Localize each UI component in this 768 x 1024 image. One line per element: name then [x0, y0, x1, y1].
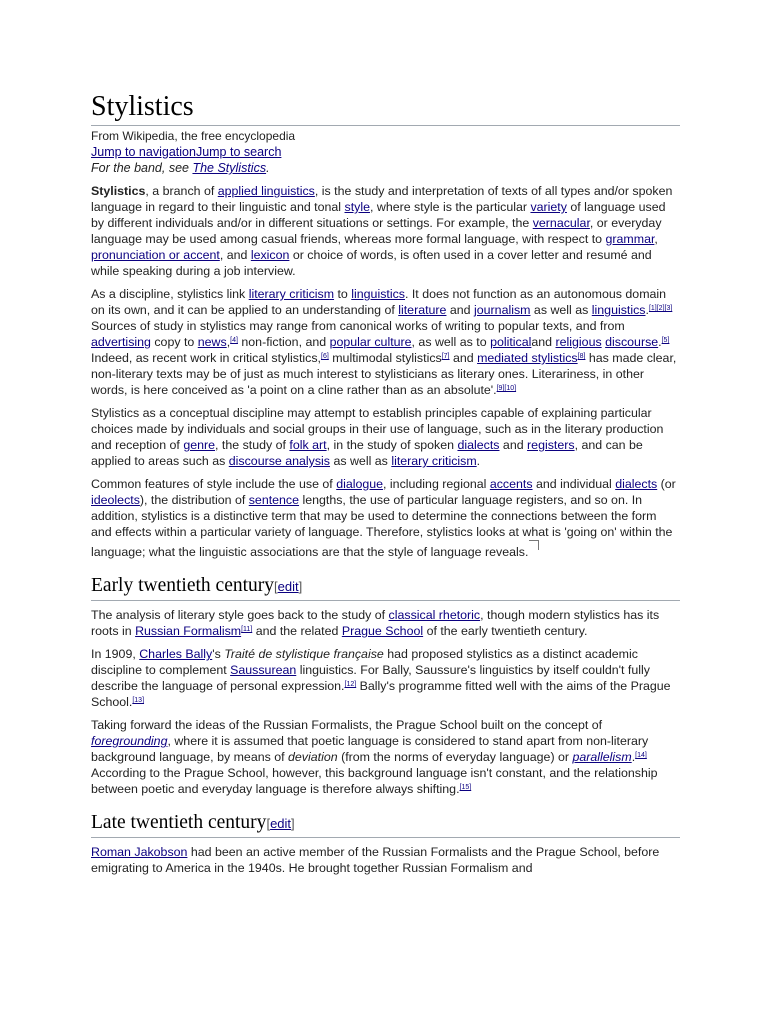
link-linguistics[interactable]: linguistics [351, 287, 405, 301]
paragraph-early-2 [91, 646, 680, 710]
citation-ref[interactable]: [1][2][3] [648, 305, 673, 312]
text: copy to [150, 335, 198, 349]
text: . [476, 454, 481, 468]
text: has made clear, non-literary texts may be of just as much interest to stylisticians as literary ones. Literariness, in other words, is here conceived as 'a point on a cline rather than as an absolute'. [91, 351, 677, 397]
link-lexicon[interactable]: lexicon [250, 248, 290, 262]
text: , where style is the particular [369, 200, 531, 214]
link-variety[interactable]: variety [530, 200, 567, 214]
text: , [654, 232, 658, 246]
link-parallelism[interactable]: parallelism [572, 750, 632, 764]
bracket: [ [274, 579, 278, 594]
citation-ref[interactable]: [6] [321, 353, 329, 360]
text: of language used by different individuals and/or in different situations or settings. For example, the [91, 200, 666, 230]
link-style[interactable]: style [344, 200, 370, 214]
link-ideolects[interactable]: ideolects [91, 493, 140, 507]
text: Common features of style include the use of [91, 477, 337, 491]
intro-paragraph-3 [91, 405, 680, 469]
text: 's [212, 647, 225, 661]
section-heading-late [91, 810, 680, 838]
citation-ref[interactable]: [9][10] [496, 385, 517, 392]
link-popular-culture[interactable]: popular culture [329, 335, 412, 349]
link-prague-school[interactable]: Prague School [341, 624, 424, 638]
text: had been an active member of the Russian Formalists and the Prague School, before emigrating to America in the 1940s. He brought together Russian Formalism and [91, 845, 660, 875]
text: linguistics. For Bally, Saussure's linguistics by itself couldn't fully describe the language of personal expression. [91, 663, 650, 693]
text: , and can be applied to areas such as [91, 438, 643, 468]
link-vernacular[interactable]: vernacular [532, 216, 590, 230]
text: , is the study and interpretation of texts of all types and/or spoken language in regard to their linguistic and tonal [91, 184, 673, 214]
link-advertising[interactable]: advertising [91, 335, 151, 349]
jump-to-navigation-link[interactable]: Jump to navigation [91, 145, 196, 159]
text: The analysis of literary style goes back to the study of [91, 608, 389, 622]
text: Sources of study in stylistics may range from canonical works of writing to popular texts, and from [91, 319, 625, 333]
text: as well as [530, 303, 592, 317]
text: ), the distribution of [139, 493, 249, 507]
link-accents[interactable]: accents [489, 477, 533, 491]
edit-section [274, 579, 302, 594]
text: and [449, 351, 478, 365]
text: and [499, 438, 528, 452]
link-genre[interactable]: genre [183, 438, 216, 452]
text: , though modern stylistics has its roots in [91, 608, 660, 638]
link-registers[interactable]: registers [527, 438, 575, 452]
text: In 1909, [91, 647, 140, 661]
link-roman-jakobson[interactable]: Roman Jakobson [91, 845, 188, 859]
text: (or [657, 477, 676, 491]
link-journalism[interactable]: journalism [474, 303, 531, 317]
text: , and [219, 248, 251, 262]
link-political[interactable]: political [490, 335, 532, 349]
hatnote [91, 160, 680, 176]
text: , as well as to [411, 335, 491, 349]
link-dialogue[interactable]: dialogue [336, 477, 384, 491]
edit-link[interactable]: edit [277, 579, 299, 594]
link-dialects[interactable]: dialects [457, 438, 500, 452]
bold-term: Stylistics [91, 184, 146, 198]
link-literature[interactable]: literature [398, 303, 447, 317]
citation-ref[interactable]: [14] [635, 752, 647, 759]
text: and the related [252, 624, 342, 638]
citation-ref[interactable]: [4] [230, 337, 238, 344]
citation-needed-icon [529, 540, 539, 550]
text: Taking forward the ideas of the Russian Formalists, the Prague School built on the concept of [91, 718, 603, 732]
link-literary-criticism[interactable]: literary criticism [248, 287, 335, 301]
jump-to-search-link[interactable]: Jump to search [195, 145, 282, 159]
citation-ref[interactable]: [5] [661, 337, 670, 344]
italic-title: Traité de stylistique française [224, 647, 384, 661]
hatnote-text: For the band, see [91, 161, 193, 175]
citation-ref[interactable]: [11] [241, 626, 253, 633]
intro-paragraph-4 [91, 476, 680, 560]
hatnote-link[interactable]: The Stylistics [192, 161, 267, 175]
text: , the study of [215, 438, 290, 452]
link-sentence[interactable]: sentence [248, 493, 300, 507]
article [91, 90, 680, 883]
text: . [645, 303, 649, 317]
text: of the early twentieth century. [423, 624, 588, 638]
link-discourse-analysis[interactable]: discourse analysis [228, 454, 331, 468]
link-mediated-stylistics[interactable]: mediated stylistics [477, 351, 578, 365]
section-title: Late twentieth century [91, 812, 267, 833]
text: or choice of words, is often used in a cover letter and resumé and while speaking during a job interview. [91, 248, 652, 278]
link-news[interactable]: news [197, 335, 227, 349]
paragraph-late-1 [91, 844, 680, 876]
link-pronunciation[interactable]: pronunciation or accent [91, 248, 220, 262]
italic-term: deviation [288, 750, 338, 764]
page-title: Stylistics [91, 90, 680, 126]
text: , [226, 335, 231, 349]
link-folk-art[interactable]: folk art [289, 438, 327, 452]
link-charles-bally[interactable]: Charles Bally [139, 647, 213, 661]
text: as well as [330, 454, 392, 468]
section-title: Early twentieth century [91, 575, 275, 596]
link-russian-formalism[interactable]: Russian Formalism [135, 624, 242, 638]
link-religious[interactable]: religious [555, 335, 602, 349]
edit-section [266, 816, 294, 831]
text: As a discipline, stylistics link [91, 287, 249, 301]
link-dialects[interactable]: dialects [615, 477, 658, 491]
text: , a branch of [145, 184, 218, 198]
text: and [531, 335, 556, 349]
hatnote-end: . [266, 161, 270, 175]
text: (from the norms of everyday language) or [337, 750, 573, 764]
text: Indeed, as recent work in critical stylistics, [91, 351, 321, 365]
edit-link[interactable]: edit [270, 816, 292, 831]
text: According to the Prague School, however, this background language isn't constant, and the relationship between poetic and everyday language is therefore always shifting. [91, 766, 658, 796]
text: . It does not function as an autonomous domain on its own, and it can be applied to an understanding of [91, 287, 667, 317]
tagline: From Wikipedia, the free encyclopedia [91, 129, 296, 143]
link-grammar[interactable]: grammar [605, 232, 655, 246]
intro-paragraph-1 [91, 183, 680, 279]
text: multimodal stylistics [328, 351, 442, 365]
citation-ref[interactable]: [12] [344, 681, 357, 688]
text: had proposed stylistics as a distinct academic discipline to complement [91, 647, 638, 677]
citation-ref[interactable]: [13] [132, 697, 145, 704]
link-linguistics[interactable]: linguistics [591, 303, 646, 317]
text: Bally's programme fitted well with the aims of the Prague School. [91, 679, 671, 709]
text: to [334, 287, 352, 301]
citation-ref[interactable]: [8] [577, 353, 586, 360]
bracket: ] [291, 816, 295, 831]
citation-ref[interactable]: [15] [459, 784, 472, 791]
text: , where it is assumed that poetic language is considered to stand apart from non-literary background language, by means of [91, 734, 649, 764]
text: lengths, the use of particular language registers, and so on. In addition, stylistics is a distinctive term that may be used to determine the connections between the form and effects within a particular variety of language. Therefore, stylistics looks at what is 'going on' within the language; what the linguistic associations are that the style of language reveals. [91, 493, 673, 559]
paragraph-early-3 [91, 717, 680, 797]
jump-links [91, 144, 680, 160]
paragraph-early-1 [91, 607, 680, 639]
bracket: [ [266, 816, 271, 831]
link-literary-criticism[interactable]: literary criticism [391, 454, 477, 468]
link-classical-rhetoric[interactable]: classical rhetoric [388, 608, 481, 622]
section-heading-early [91, 573, 680, 601]
bracket: ] [298, 579, 303, 594]
text: . [658, 335, 662, 349]
text: and individual [532, 477, 616, 491]
text: , including regional [383, 477, 490, 491]
text: non-fiction, and [237, 335, 330, 349]
text: , or everyday language may be used among casual friends, whereas more formal language, with respect to [91, 216, 662, 246]
intro-paragraph-2 [91, 286, 680, 398]
text: Stylistics as a conceptual discipline may attempt to establish principles capable of explaining particular choices made by individuals and social groups in their use of language, such as in the literary production and reception of [91, 406, 664, 452]
text: , in the study of spoken [326, 438, 458, 452]
link-saussurean[interactable]: Saussurean [230, 663, 297, 677]
citation-ref[interactable]: [7] [441, 353, 450, 360]
link-applied-linguistics[interactable]: applied linguistics [217, 184, 315, 198]
link-discourse[interactable]: discourse [605, 335, 659, 349]
text: . [631, 750, 636, 764]
link-foregrounding[interactable]: foregrounding [91, 734, 168, 748]
text: and [446, 303, 475, 317]
